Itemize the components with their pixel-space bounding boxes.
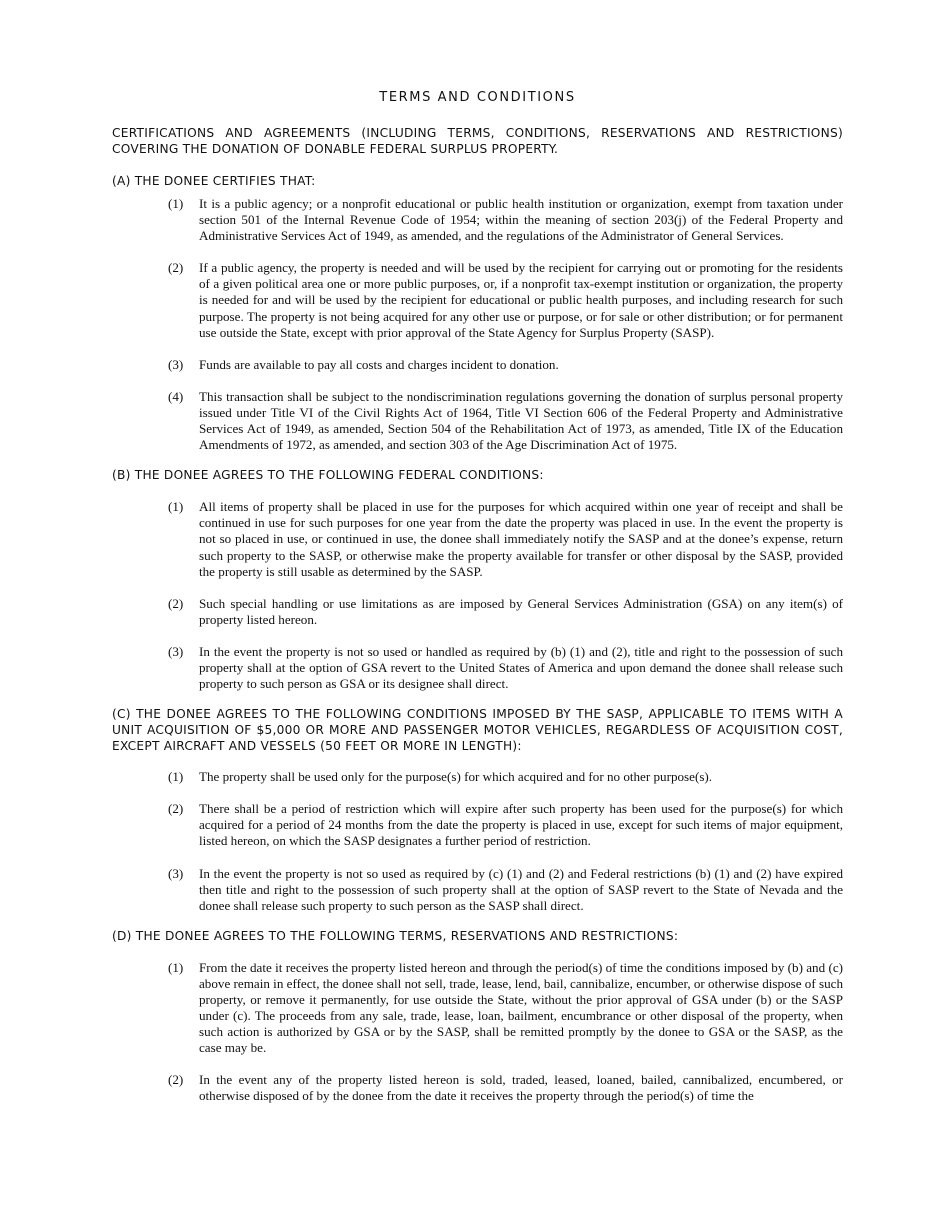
item-text: All items of property shall be placed in use for the purposes for which acquired within one year of receipt and shall be continued in use for such purposes for one year from the date the property was placed in use. In the event the property is not so placed in use, or continued in use, the donee shall immediately notify the SASP and at the donee’s expense, return such property to the SASP, or otherwise make the property available for transfer or other disposal by the SASP, provided the property is still usable as determined by the SASP. — [199, 499, 843, 579]
page-title: TERMS AND CONDITIONS — [379, 90, 576, 105]
section-d-heading: (D) THE DONEE AGREES TO THE FOLLOWING TERMS, RESERVATIONS AND RESTRICTIONS: — [112, 928, 679, 943]
item-number: (1) — [168, 499, 184, 515]
section-d-item-1 — [168, 960, 843, 1057]
section-b-item-3 — [168, 644, 843, 692]
item-text: It is a public agency; or a nonprofit educational or public health institution or organization, exempt from taxation under section 501 of the Internal Revenue Code of 1954; within the meaning of section 203(j) of the Federal Property and Administrative Services Act of 1949, as amended, and the regulations of the Administrator of General Services. — [199, 196, 843, 244]
section-d-item-2 — [168, 1072, 843, 1104]
item-text: In the event any of the property listed hereon is sold, traded, leased, loaned, bailed, cannibalized, encumbered, or otherwise disposed of by the donee from the date it receives the property through the period(s) of time the — [199, 1072, 843, 1104]
item-text: If a public agency, the property is needed and will be used by the recipient for carrying out or promoting for the residents of a given political area one or more public purposes, or, if a nonprofit tax-exempt institution or organization, the property is needed for and will be used by the recipient for educational or public health purposes, and including research for such purpose. The property is not being acquired for any other use or purpose, or for sale or other distribution; or for permanent use outside the State, except with prior approval of the State Agency for Surplus Property (SASP). — [199, 260, 843, 340]
item-text: This transaction shall be subject to the nondiscrimination regulations governing the donation of surplus personal property issued under Title VI of the Civil Rights Act of 1964, Title VI Section 606 of the Federal Property and Administrative Services Act of 1949, as amended, Section 504 of the Rehabilitation Act of 1973, as amended, Title IX of the Education Amendments of 1972, as amended, and section 303 of the Age Discrimination Act of 1975. — [199, 388, 843, 453]
section-a-item-4 — [168, 389, 843, 453]
item-text: In the event the property is not so used as required by (c) (1) and (2) and Federal restrictions (b) (1) and (2) have expired then title and right to the possession of such property shall at the option of SASP revert to the State of Nevada and the donee shall release such property to such person as the SASP shall direct. — [199, 865, 843, 913]
item-text: Such special handling or use limitations as are imposed by General Services Administration (GSA) on any item(s) of property listed hereon. — [199, 595, 843, 627]
section-a-item-1 — [168, 196, 843, 244]
section-c-item-1 — [168, 769, 843, 785]
section-a-heading: (A) THE DONEE CERTIFIES THAT: — [112, 174, 316, 188]
item-number: (4) — [168, 388, 184, 404]
section-c-heading: (C) THE DONEE AGREES TO THE FOLLOWING CONDITIONS IMPOSED BY THE SASP, APPLICABLE TO ITEMS WITH A UNIT ACQUISITION OF $5,000 OR MORE AND PASSENGER MOTOR VEHICLES, REGARDLESS OF ACQUISITION COST, EXCEPT AIRCRAFT AND VESSELS (50 FEET OR MORE IN LENGTH): — [112, 707, 843, 754]
section-c-item-2 — [168, 801, 843, 849]
item-number: (2) — [168, 801, 184, 817]
section-c-item-3 — [168, 866, 843, 914]
item-text: From the date it receives the property listed hereon and through the period(s) of time the conditions imposed by (b) and (c) above remain in effect, the donee shall not sell, trade, lease, lend, bail, cannibalize, encumber, or otherwise dispose of such property, or remove it permanently, for use outside the State, without the prior approval of GSA under (b) or the SASP under (c). The proceeds from any sale, trade, lease, loan, bailment, encumbrance or other disposal of the property, when such action is authorized by GSA or by the SASP, shall be remitted promptly by the donee to GSA or the SASP, as the case may be. — [199, 959, 843, 1056]
item-number: (2) — [168, 1072, 184, 1088]
item-number: (3) — [168, 356, 184, 372]
item-text: The property shall be used only for the purpose(s) for which acquired and for no other purpose(s). — [199, 769, 713, 785]
item-number: (3) — [168, 643, 184, 659]
item-number: (1) — [168, 769, 184, 785]
item-number: (2) — [168, 260, 184, 276]
intro-paragraph: CERTIFICATIONS AND AGREEMENTS (INCLUDING TERMS, CONDITIONS, RESERVATIONS AND RESTRICTIONS) COVERING THE DONATION OF DONABLE FEDERAL SURPLUS PROPERTY. — [112, 126, 843, 156]
section-b-item-1 — [168, 499, 843, 579]
item-text: In the event the property is not so used or handled as required by (b) (1) and (2), title and right to the possession of such property shall at the option of GSA revert to the United States of America and upon demand the donee shall release such property to such person as GSA or its designee shall direct. — [199, 643, 843, 692]
item-text: Funds are available to pay all costs and charges incident to donation. — [199, 356, 559, 372]
item-text: There shall be a period of restriction which will expire after such property has been used for the purpose(s) for which acquired for a period of 24 months from the date the property is placed in use, except for such items of major equipment, listed hereon, on which the SASP designates a further period of restriction. — [199, 801, 843, 849]
section-b-item-2 — [168, 596, 843, 628]
item-number: (2) — [168, 595, 184, 611]
item-number: (1) — [168, 959, 184, 975]
item-number: (3) — [168, 865, 184, 881]
item-number: (1) — [168, 196, 184, 211]
section-a-item-2 — [168, 260, 843, 340]
document-page — [112, 88, 843, 1105]
section-b-heading: (B) THE DONEE AGREES TO THE FOLLOWING FEDERAL CONDITIONS: — [112, 468, 544, 483]
section-a-item-3 — [168, 357, 843, 373]
